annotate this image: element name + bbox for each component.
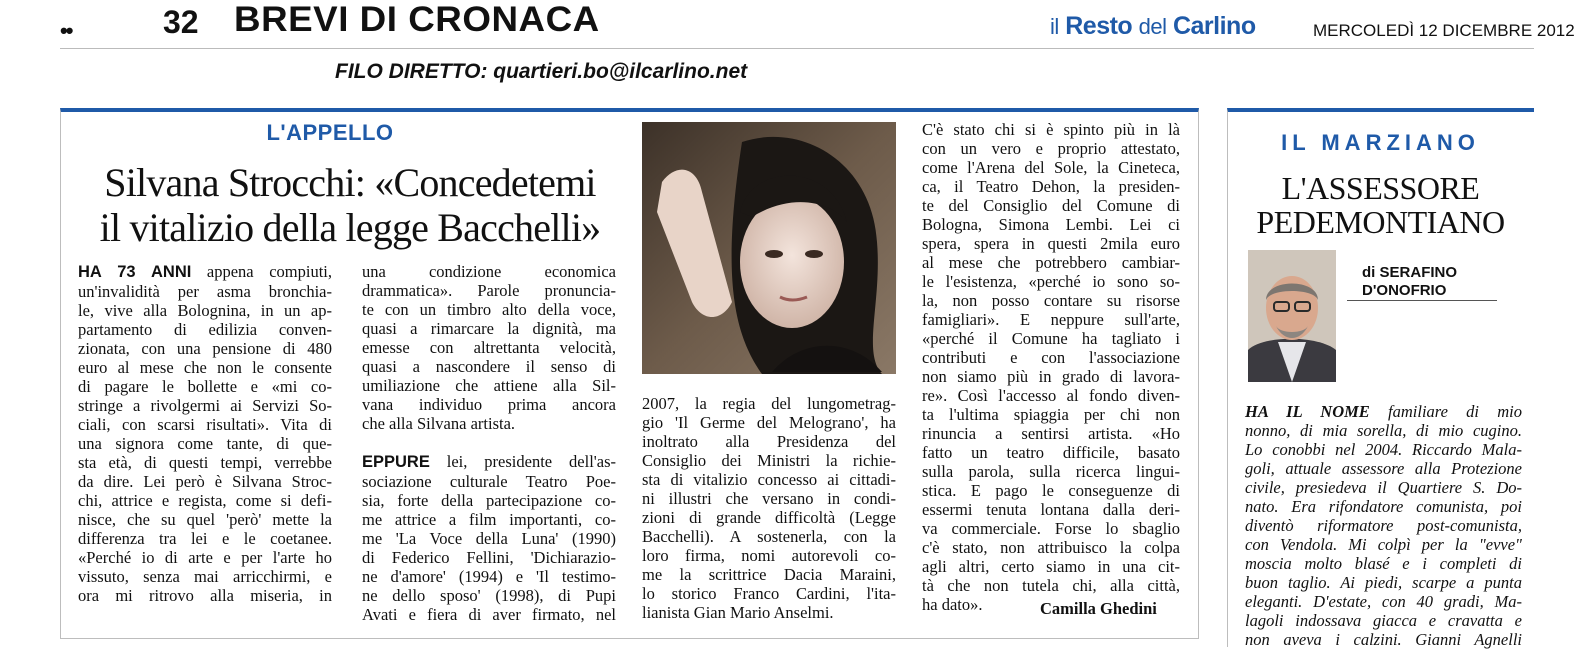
text-line: chi, attrice e regista, come si defi- xyxy=(78,491,332,510)
text-line: lianista Gian Mario Anselmi. xyxy=(642,603,834,622)
text-line: drammatica». Parole pronuncia- xyxy=(362,281,616,300)
text-line: eleganti. D'estate, con 40 gradi, Ma- xyxy=(1245,592,1522,611)
sidebar-headline-line-1: L'ASSESSORE xyxy=(1281,170,1480,206)
text-line: «Perché io di arte e per l'arte ho xyxy=(78,548,332,567)
text-line: al mese che potrebbero cambiar- xyxy=(922,253,1180,272)
text-line xyxy=(362,452,616,472)
article-column-3 xyxy=(642,394,896,622)
text-line: lo storico Franco Cardini, l'ita- xyxy=(642,584,896,603)
lead-word: EPPURE xyxy=(362,453,430,471)
text-line: me la scrittrice Dacia Maraini, xyxy=(642,565,896,584)
text-line: con Vendola. Mi colpì per la "evve" xyxy=(1245,535,1522,554)
text-line: zioni di grande difficoltà (Legge xyxy=(642,508,896,527)
logo-il: il xyxy=(1050,14,1059,39)
text-line: stica. E pago le conseguenze di xyxy=(922,481,1180,500)
text-line xyxy=(1245,402,1522,421)
text-line: come l'Arena del Sole, la Cineteca, xyxy=(922,158,1180,177)
author-avatar xyxy=(1248,250,1336,382)
sidebar-headline-line-2: PEDEMONTIANO xyxy=(1256,203,1505,240)
text-line: diventò riformatore post-comunista, xyxy=(1245,516,1522,535)
article-column-1 xyxy=(78,262,332,605)
text-line: quasi a nascondere il senso di xyxy=(362,357,616,376)
text-line: ciali, con scarsi risultati». Vita di xyxy=(78,415,332,434)
text-line: lagoli indossava giacca e cravatta e xyxy=(1245,611,1522,630)
article-column-4 xyxy=(922,120,1180,614)
text-line: 2007, la regia del lungometrag- xyxy=(642,394,896,413)
text-line: un'invalidità per asma bronchia- xyxy=(78,282,332,301)
text-line: ne d'amore' (1994) e 'Il testimo- xyxy=(362,567,616,586)
text-line: la, non posso contare su risorse xyxy=(922,291,1180,310)
text-line: stringe a rivolgermi ai Servizi So- xyxy=(78,396,332,415)
text-line: gio 'Il Germe del Melograno', ha xyxy=(642,413,896,432)
text-line xyxy=(78,262,332,282)
text-line: da dire. Lei però è Silvana Stroc- xyxy=(78,472,332,491)
text-line: emesse con altrettanta velocità, xyxy=(362,338,616,357)
author-divider xyxy=(1347,300,1497,301)
text-line: euro al mese che non le consente xyxy=(78,358,332,377)
text-line: differenza tra lei e le coetanee. xyxy=(78,529,332,548)
newspaper-logo xyxy=(1050,12,1256,41)
text-fragment: appena compiuti, xyxy=(191,262,332,281)
text-line: non aveva i calzini. Gianni Agnelli xyxy=(1245,630,1522,649)
text-line: ta l'ultima spiaggia per chi non xyxy=(922,405,1180,424)
text-line: di Federico Fellini, 'Dichiarazio- xyxy=(362,548,616,567)
text-line: Consiglio dei Ministri la richie- xyxy=(642,451,896,470)
text-line: essermi tenuta lontana dalla deri- xyxy=(922,500,1180,519)
article-photo xyxy=(642,122,896,374)
text-line: nisce, che su quel 'però' mette la xyxy=(78,510,332,529)
text-line: zionata, con una pensione di 480 xyxy=(78,339,332,358)
text-line: umiliazione che attiene alla Sil- xyxy=(362,376,616,395)
text-fragment: familiare di mio xyxy=(1369,402,1522,421)
lead-word: HA 73 ANNI xyxy=(78,263,192,281)
text-line: le, vive alla Bolognina, in un ap- xyxy=(78,301,332,320)
text-line: sociazione culturale Teatro Poe- xyxy=(362,472,616,491)
page-dots: •• xyxy=(60,18,72,43)
text-line: le l'esistenza, «perché io sono so- xyxy=(922,272,1180,291)
text-line: vissuto, senza mai arricchirmi, e xyxy=(78,567,332,586)
text-line: fatto un teatro difficile, basato xyxy=(922,443,1180,462)
text-fragment: lei, presidente dell'as- xyxy=(429,452,616,471)
sidebar-author xyxy=(1362,264,1457,300)
text-line: C'è stato chi si è spinto più in là xyxy=(922,120,1180,139)
page-number: 32 xyxy=(163,4,199,40)
text-line: famigliari». E neppure sull'arte, xyxy=(922,310,1180,329)
text-line: civile, presiedeva il Quartiere S. Do- xyxy=(1245,478,1522,497)
text-line: goli, attuale assessore alla Protezione xyxy=(1245,459,1522,478)
text-line: Lo conobbi nel 2004. Riccardo Mala- xyxy=(1245,440,1522,459)
text-line: sulla parola, sulla ricerca lingui- xyxy=(922,462,1180,481)
article-headline xyxy=(70,160,630,250)
text-line: vana individuo prima ancora xyxy=(362,395,616,414)
text-line: sta età, di questi tempi, verrebbe xyxy=(78,453,332,472)
text-line: ora mi ritrovo alla miseria, in xyxy=(78,586,332,605)
text-line: Bologna, Simona Lembi. Lei ci xyxy=(922,215,1180,234)
text-line: moscia molto blasé e i completi di xyxy=(1245,554,1522,573)
text-line: loro firma, nomi autorevoli co- xyxy=(642,546,896,565)
text-line: non siamo più in grado di lavora- xyxy=(922,367,1180,386)
headline-line-2: il vitalizio della legge Bacchelli» xyxy=(99,205,601,251)
text-line: tà che non tutela chi, alla città, xyxy=(922,576,1180,595)
section-title: BREVI DI CRONACA xyxy=(234,0,600,39)
author-first-name: SERAFINO xyxy=(1379,264,1458,281)
text-line: va commerciale. Forse lo sbaglio xyxy=(922,519,1180,538)
text-line: inoltrato alla Presidenza del xyxy=(642,432,896,451)
text-line: c'è stato, non attribuisco la colpa xyxy=(922,538,1180,557)
logo-del: del xyxy=(1138,14,1167,39)
text-line: una condizione economica xyxy=(362,262,616,281)
text-line: te del Consiglio del Comune di xyxy=(922,196,1180,215)
text-line: rinuncia a sentirsi artista. «Ho xyxy=(922,424,1180,443)
lead-word: HA IL NOME xyxy=(1245,402,1370,421)
article-column-2 xyxy=(362,262,616,624)
paragraph-gap xyxy=(362,433,616,452)
text-line: Bacchelli). A sostenerla, con la xyxy=(642,527,896,546)
article-kicker: L'APPELLO xyxy=(266,120,394,145)
author-last-name: D'ONOFRIO xyxy=(1362,282,1447,299)
author-portrait xyxy=(1248,250,1336,382)
text-line: me 'La Voce della Luna' (1990) xyxy=(362,529,616,548)
portrait-image xyxy=(642,122,896,374)
sidebar-headline xyxy=(1227,172,1534,239)
logo-resto: Resto xyxy=(1065,12,1133,40)
sidebar-text xyxy=(1245,402,1522,649)
text-line: quasi a rimarcare la dignità, ma xyxy=(362,319,616,338)
text-line: sia, forte della partecipazione co- xyxy=(362,491,616,510)
text-line: ca, il Teatro Dehon, la presiden- xyxy=(922,177,1180,196)
text-line: me attrice a film importanti, co- xyxy=(362,510,616,529)
text-line: una signora come tante, di que- xyxy=(78,434,332,453)
headline-line-1: Silvana Strocchi: «Concedetemi xyxy=(104,160,596,205)
text-line: Avati e fiera di aver firmato, nel xyxy=(362,605,616,624)
text-line: agli altri, certo siamo in una cit- xyxy=(922,557,1180,576)
text-line: ha dato». xyxy=(922,595,983,614)
text-line: ni illustri che versano in condi- xyxy=(642,489,896,508)
text-line: di pagare le bollette e «mi co- xyxy=(78,377,332,396)
text-line: nato. Era rifondatore comunista, poi xyxy=(1245,497,1522,516)
logo-carlino: Carlino xyxy=(1172,12,1256,40)
author-prefix: di xyxy=(1362,264,1376,281)
text-line: con un vero e proprio attestato, xyxy=(922,139,1180,158)
text-line: te con un timbro alto della voce, xyxy=(362,300,616,319)
text-line: sta di vitalizio concesso ai cittadi- xyxy=(642,470,896,489)
text-line: spera, spera in questi 2mila euro xyxy=(922,234,1180,253)
text-line: partamento di edilizia conven- xyxy=(78,320,332,339)
text-line: buon taglio. Ai piedi, scarpe a punta xyxy=(1245,573,1522,592)
text-line: nonno, di mia sorella, di mio cugino. xyxy=(1245,421,1522,440)
article-byline: Camilla Ghedini xyxy=(1040,599,1157,618)
text-line: ne dello sposo' (1998), di Pupi xyxy=(362,586,616,605)
issue-date: MERCOLEDÌ 12 DICEMBRE 2012 xyxy=(1313,21,1575,40)
header-divider xyxy=(60,48,1534,49)
text-line: che alla Silvana artista. xyxy=(362,414,516,433)
text-line: re». Così l'accesso al fondo diven- xyxy=(922,386,1180,405)
text-line: contributi e con l'associazione xyxy=(922,348,1180,367)
filo-diretto-contact: FILO DIRETTO: quartieri.bo@ilcarlino.net xyxy=(335,60,748,83)
text-line: «perché il Comune ha tagliato i xyxy=(922,329,1180,348)
sidebar-kicker: IL MARZIANO xyxy=(1281,130,1480,155)
